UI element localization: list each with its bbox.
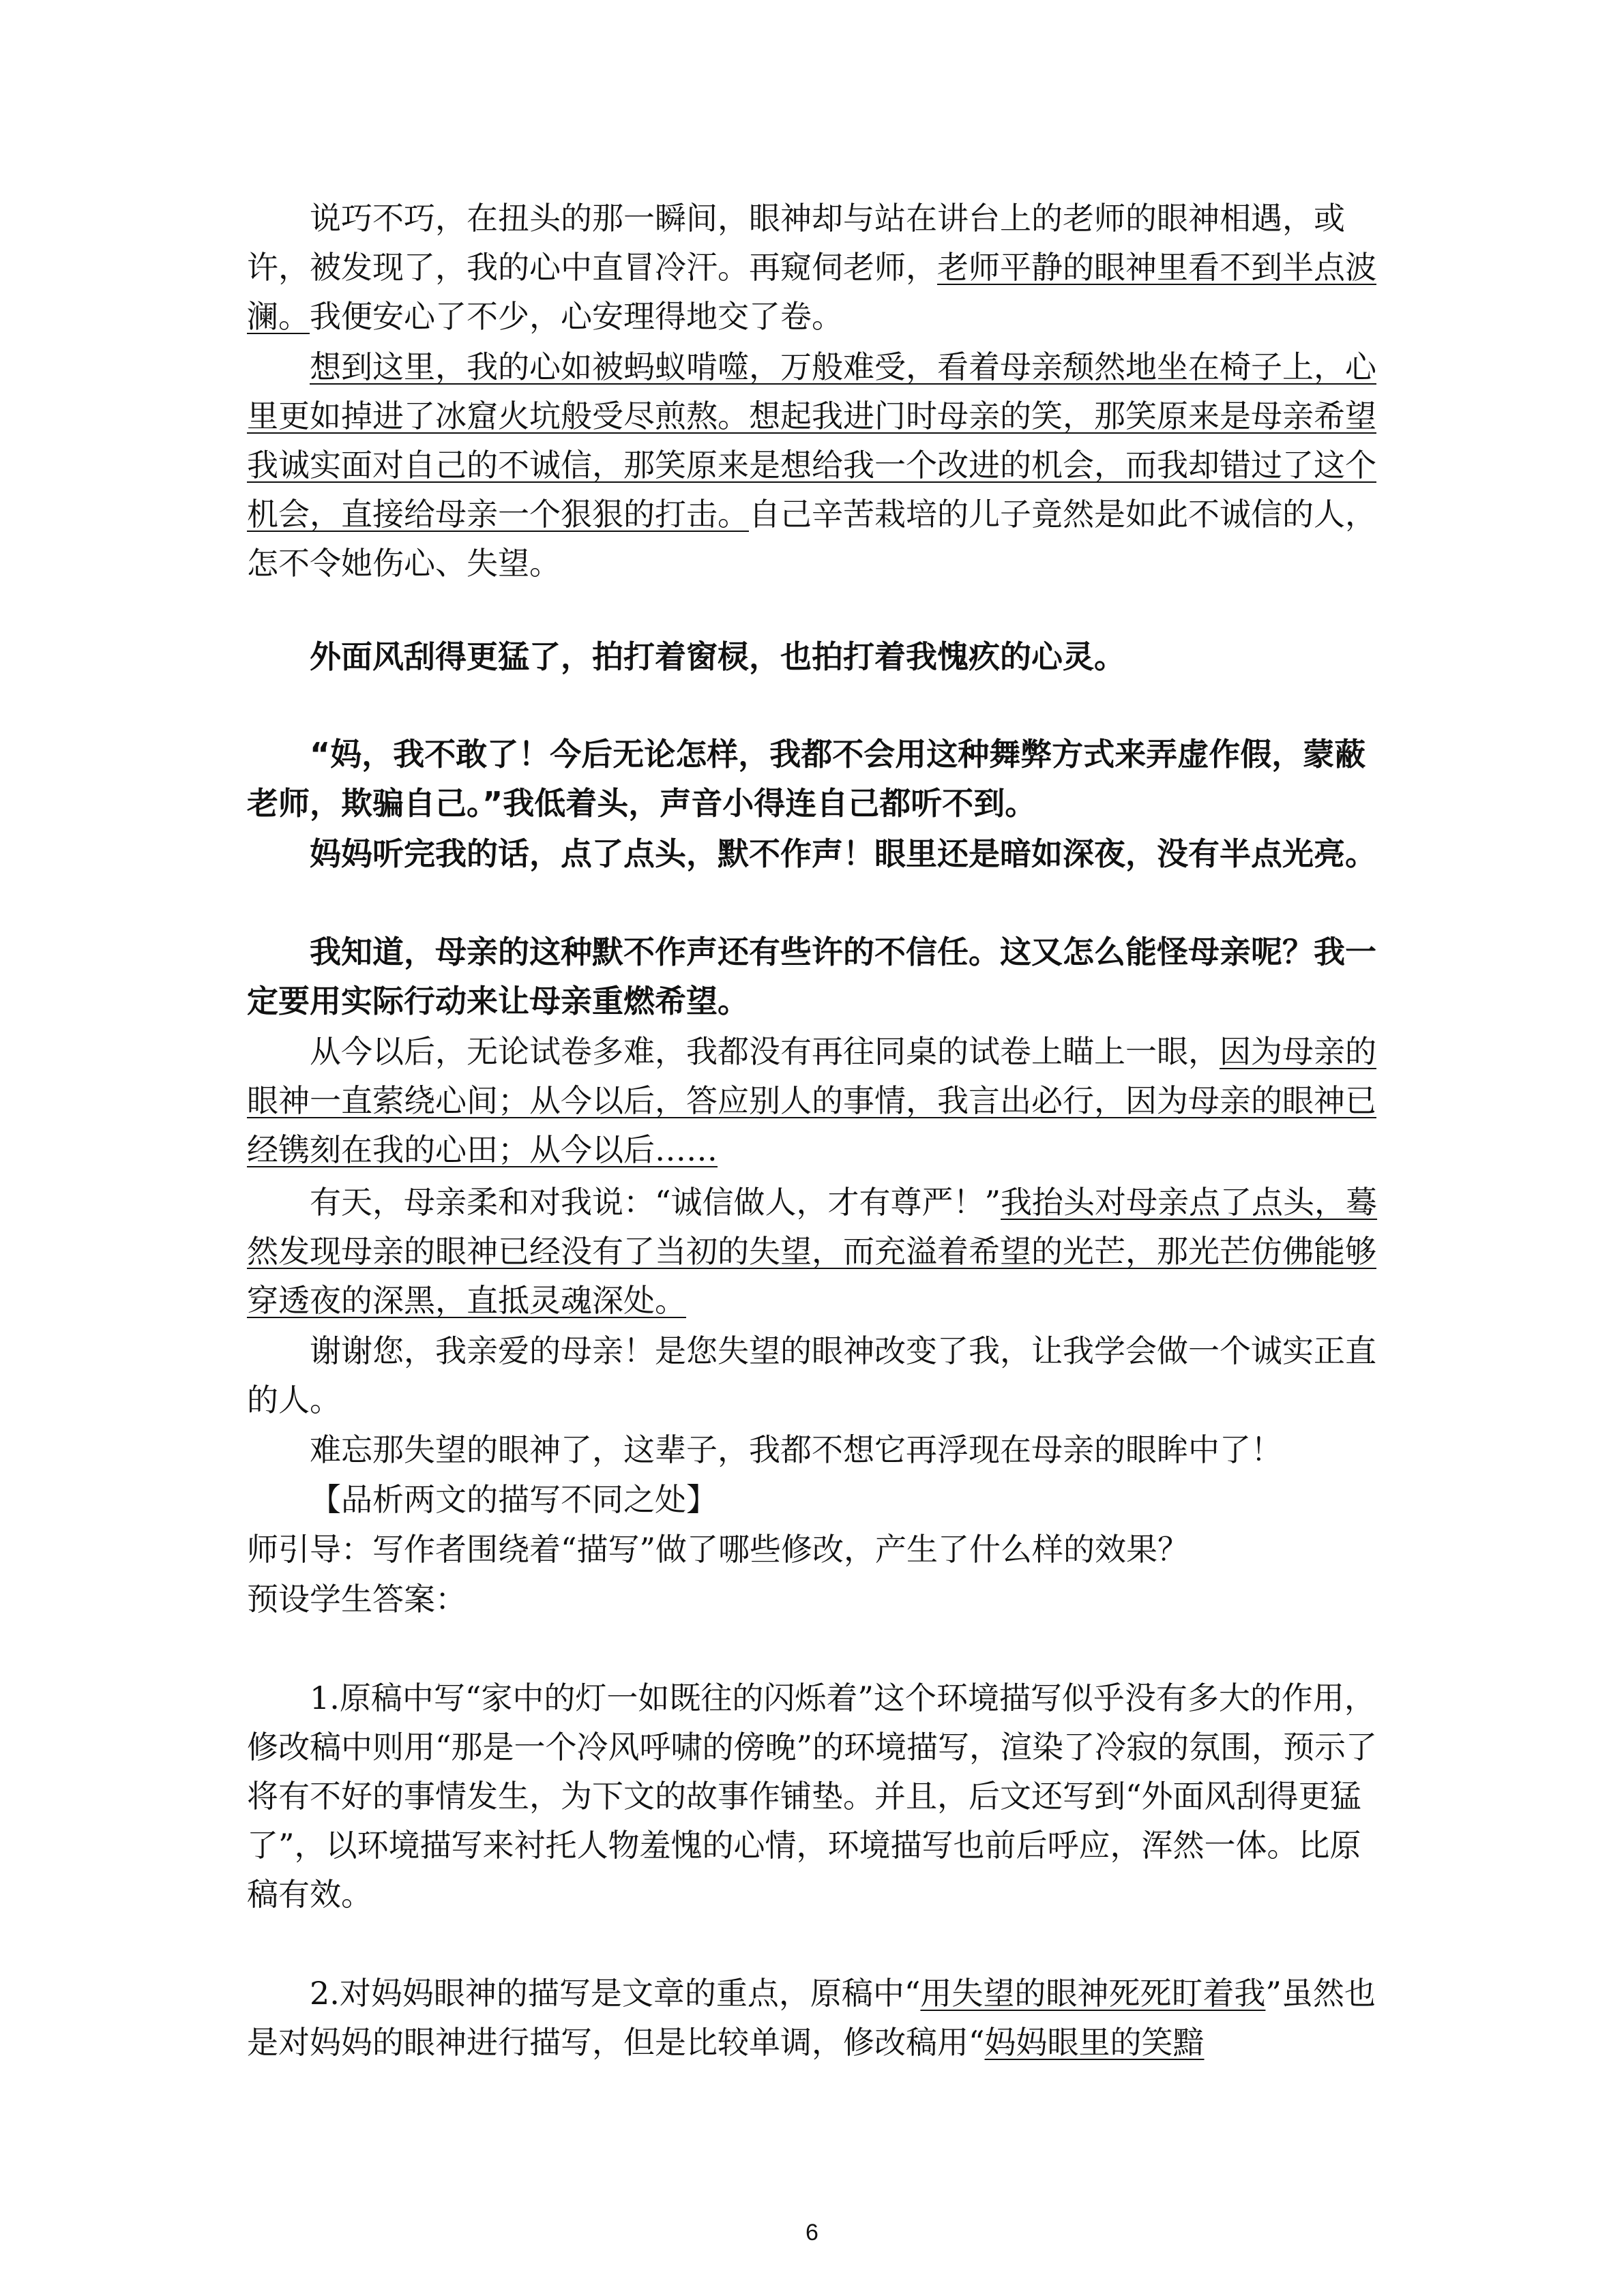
answer-1: 1.原稿中写“家中的灯一如既往的闪烁着”这个环境描写似乎没有多大的作用，修改稿中则用“那是一个冷风呼啸的傍晚”的环境描写，渲染了冷寂的氛围，预示了将有不好的事情发生，为下文的故事作铺垫。并且，后文还写到“外面风刮得更猛了”，以环境描写来衬托人物羞愧的心情，环境描写也前后呼应，浑然一体。比原稿有效。 — [247, 1680, 1378, 1913]
text: 说巧不巧，在扭头的那一瞬间，眼神却与站在讲台上的老师的眼神相遇，或许，被发现了，我的心中直冒冷汗。再窥伺老师， — [247, 200, 1345, 286]
paragraph-3: 外面风刮得更猛了，拍打着窗棂，也拍打着我愧疚的心灵。 — [310, 638, 1125, 675]
paragraph-4: “妈，我不敢了！今后无论怎样，我都不会用这种舞弊方式来弄虚作假，蒙蔽老师，欺骗自己。”我低着头，声音小得连自己都听不到。 — [247, 736, 1366, 822]
paragraph-8 — [247, 1178, 1389, 1325]
underlined-text: 用失望的眼神死死盯着我 — [920, 1975, 1266, 2012]
text: 自己辛苦栽培的儿子竟然是如此不诚信的人，怎不令她伤心、失望。 — [247, 496, 1376, 582]
underlined-text: 想到这里，我的心如被蚂蚁啃噬，万般难受，看着母亲颓然地坐在椅子上，心里更如掉进了冰窟火坑般受尽煎熬。想起我进门时母亲的笑，那笑原来是母亲希望我诚实面对自己的不诚信，那笑原来是想给我一个改进的机会，而我却错过了这个机会，直接给母亲一个狠狠的打击。 — [247, 348, 1376, 533]
paragraph-1 — [247, 194, 1389, 341]
page-number: 6 — [806, 2220, 818, 2246]
underlined-text: 因为母亲的眼神一直萦绕心间；从今以后，答应别人的事情，我言出必行，因为母亲的眼神已经镌刻在我的心田；从今以后…… — [247, 1033, 1376, 1168]
text: 2.对妈妈眼神的描写是文章的重点，原稿中“ — [310, 1975, 921, 2012]
paragraph-7 — [247, 1027, 1389, 1174]
answer-2 — [247, 1969, 1389, 2067]
section-heading: 【品析两文的描写不同之处】 — [310, 1481, 718, 1518]
underlined-text: 我抬头对母亲点了点头，蓦然发现母亲的眼神已经没有了当初的失望，而充溢着希望的光芒，那光芒仿佛能够穿透夜的深黑，直抵灵魂深处。 — [247, 1184, 1378, 1319]
underlined-text: 妈妈眼里的笑黯 — [984, 2024, 1205, 2061]
paragraph-10: 难忘那失望的眼神了，这辈子，我都不想它再浮现在母亲的眼眸中了！ — [310, 1431, 1282, 1468]
underlined-text: 老师平静的眼神里看不到半点波澜。 — [247, 249, 1376, 335]
paragraph-5: 妈妈听完我的话，点了点头，默不作声！眼里还是暗如深夜，没有半点光亮。 — [310, 835, 1376, 872]
text: 我便安心了不少，心安理得地交了卷。 — [310, 298, 843, 335]
text: 有天，母亲柔和对我说：“诚信做人，才有尊严！” — [310, 1184, 1001, 1221]
teacher-guide: 师引导：写作者围绕着“描写”做了哪些修改，产生了什么样的效果？ — [247, 1531, 1190, 1568]
paragraph-6: 我知道，母亲的这种默不作声还有些许的不信任。这又怎么能怪母亲呢？我一定要用实际行动来让母亲重燃希望。 — [247, 934, 1376, 1019]
text: ”虽然也是对妈妈的眼神进行描写，但是比较单调，修改稿用“ — [247, 1975, 1376, 2061]
paragraph-9: 谢谢您，我亲爱的母亲！是您失望的眼神改变了我，让我学会做一个诚实正直的人。 — [247, 1332, 1376, 1418]
text: 从今以后，无论试卷多难，我都没有再往同桌的试卷上瞄上一眼， — [310, 1033, 1220, 1070]
preset-answer-label: 预设学生答案： — [247, 1581, 467, 1617]
paragraph-2 — [247, 342, 1389, 588]
